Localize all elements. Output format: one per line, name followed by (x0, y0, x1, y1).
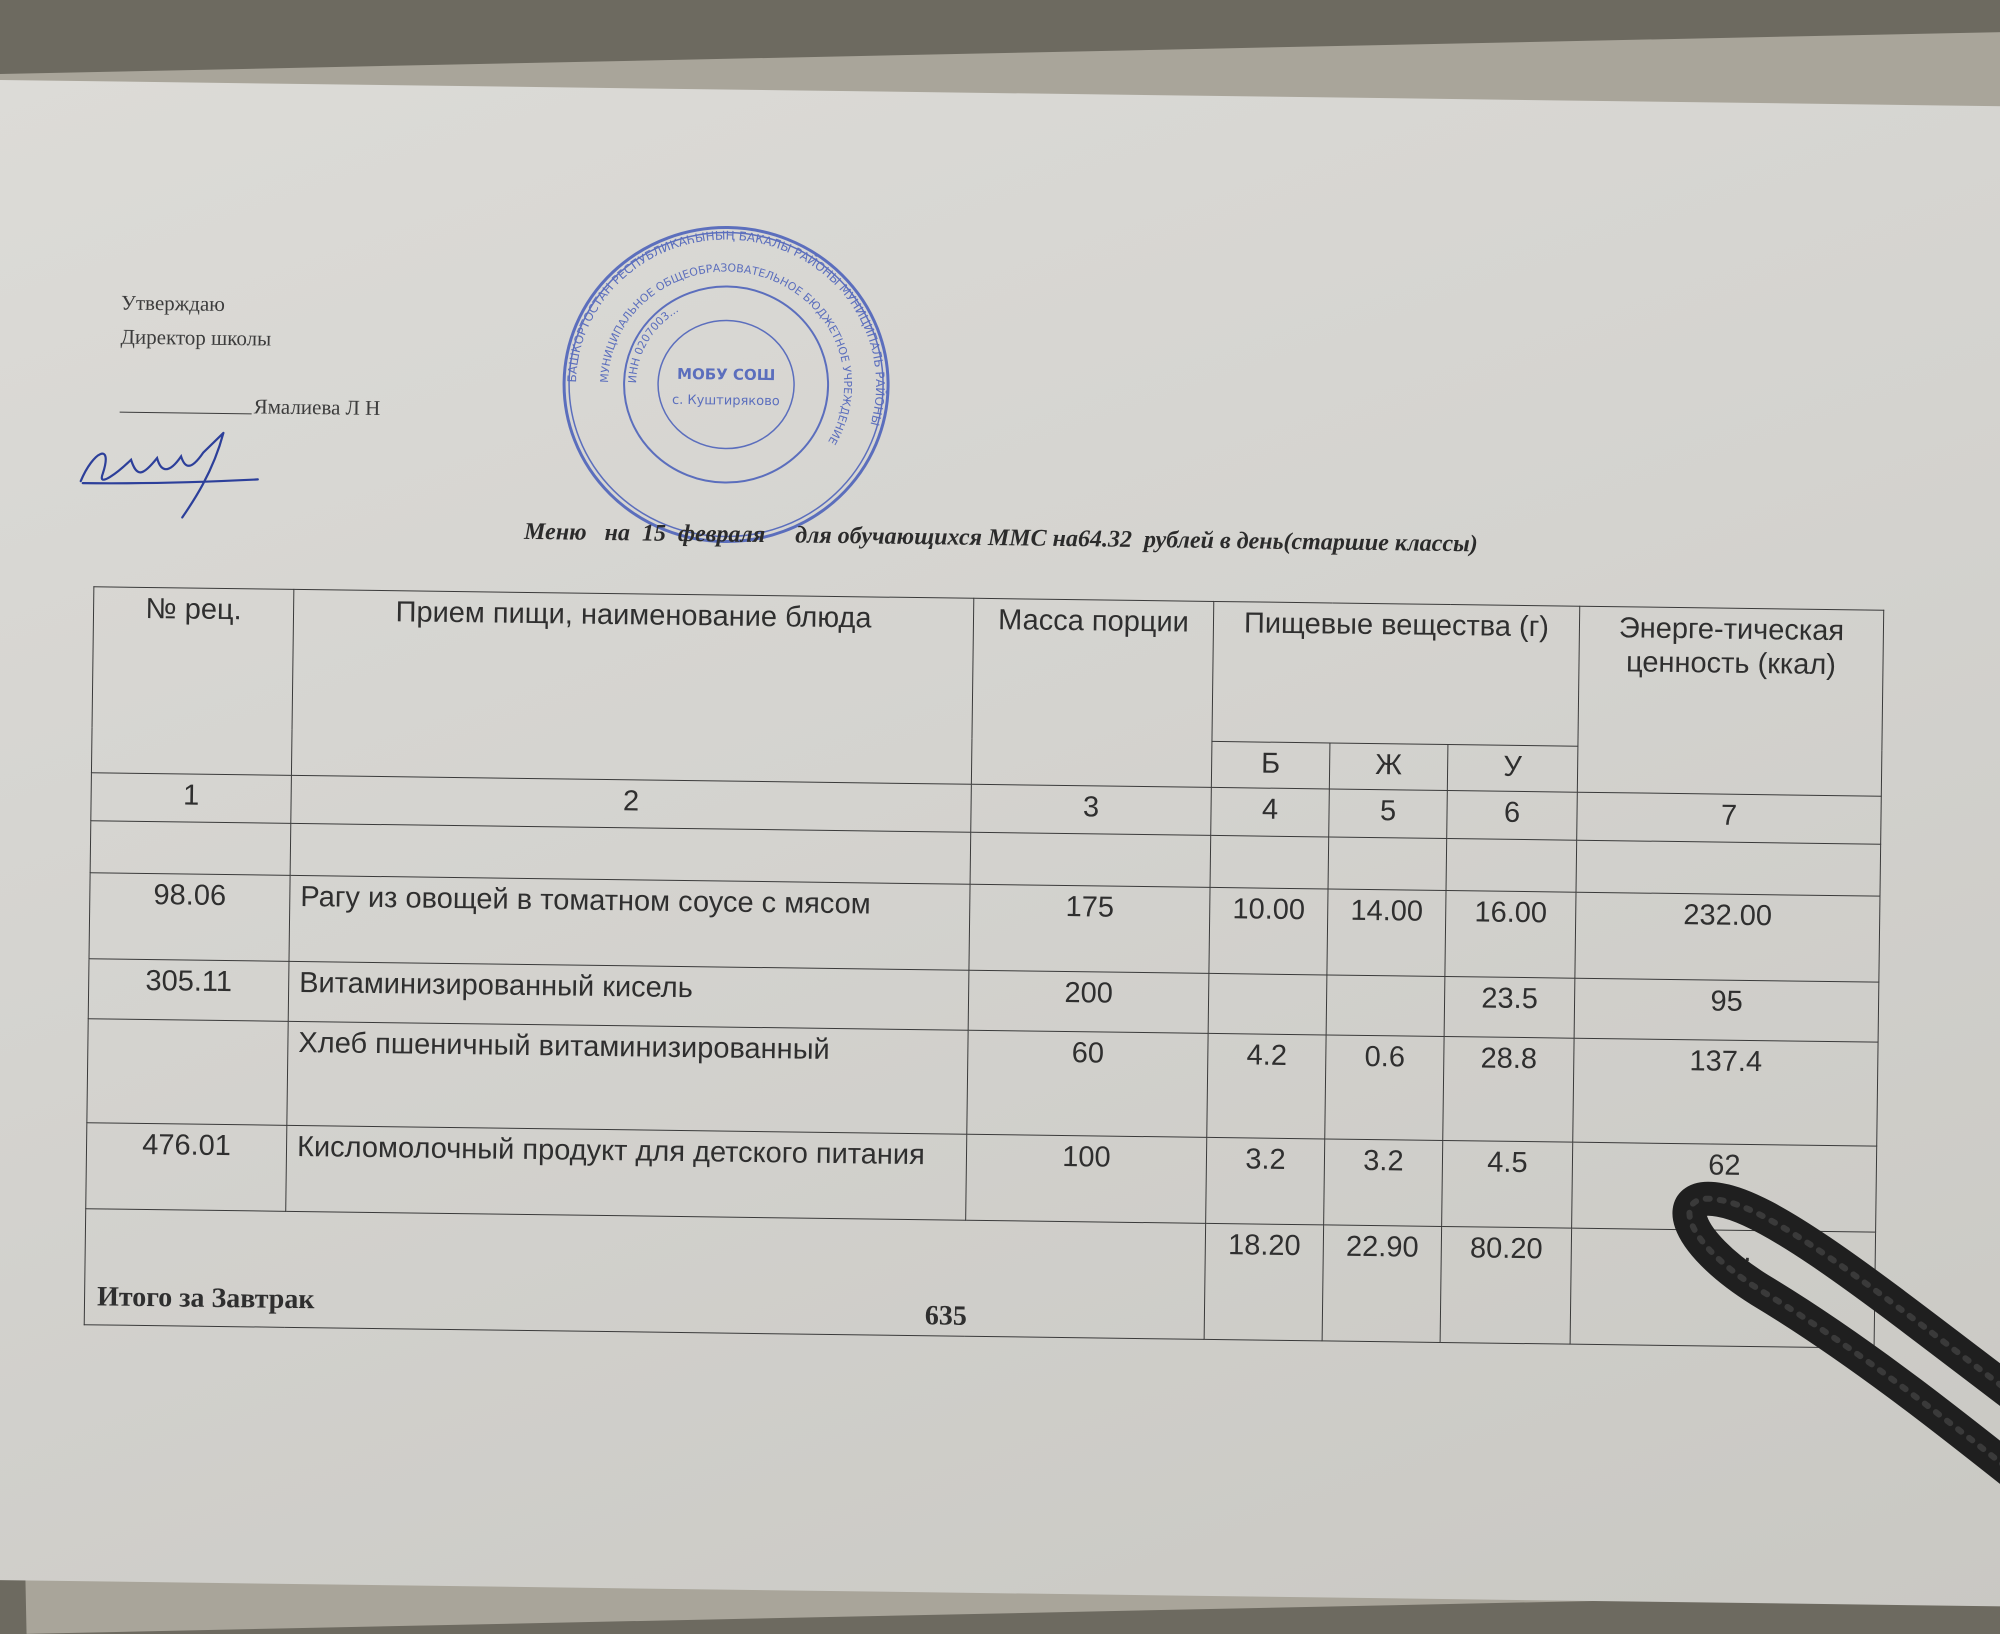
total-proteins: 18.20 (1204, 1223, 1324, 1341)
total-fats: 22.90 (1322, 1225, 1442, 1343)
fats-value: 0.6 (1325, 1035, 1444, 1141)
total-label: Итого за Завтрак (96, 1281, 315, 1316)
svg-text:МУНИЦИПАЛЬНОЕ ОБЩЕОБРАЗОВАТЕЛЬ (597, 260, 856, 447)
column-number: 5 (1329, 789, 1448, 839)
menu-table (84, 586, 1885, 1348)
total-carbs: 80.20 (1440, 1226, 1572, 1344)
energy-value: 137.4 (1573, 1038, 1878, 1146)
column-number: 4 (1211, 787, 1330, 837)
menu-title: Меню на 15 февраля для обучающихся ММС на64.32 рублей в день(старшие классы) (523, 518, 1478, 558)
dish-name: Витаминизированный кисель (288, 961, 969, 1030)
energy-value: 95 (1574, 978, 1879, 1042)
carbs-value: 28.8 (1443, 1036, 1574, 1142)
column-number: 6 (1447, 791, 1578, 841)
proteins-value: 3.2 (1206, 1137, 1325, 1225)
dish-name: Хлеб пшеничный витаминизированный (287, 1021, 968, 1134)
recipe-number: 305.11 (88, 959, 289, 1022)
header-proteins: Б (1211, 741, 1330, 789)
proteins-value: 10.00 (1209, 887, 1328, 975)
header-fats: Ж (1329, 743, 1448, 791)
black-cable-loop (1640, 1180, 2000, 1520)
carbs-value: 23.5 (1444, 976, 1575, 1038)
portion-mass: 60 (967, 1030, 1208, 1137)
portion-mass: 200 (968, 970, 1209, 1033)
total-energy: 60... (1570, 1228, 1875, 1348)
header-row (92, 587, 1884, 750)
approval-block (120, 286, 381, 421)
stamp-org-name: МОБУ СОШ (676, 364, 776, 385)
total-mass: 635 (924, 1300, 968, 1332)
total-row (84, 1209, 1875, 1348)
header-energy: Энерге-тическая ценность (ккал) (1577, 606, 1883, 796)
director-position: Директор школы (120, 324, 272, 351)
column-number: 2 (291, 775, 972, 832)
stamp-outer-text: БАШКОРТОСТАН РЕСПУБЛИКАҺЫНЫҢ БАКАЛЫ РАЙОНЫ МУНИЦИПАЛЬ РАЙОНЫ (565, 228, 888, 428)
portion-mass: 175 (969, 884, 1210, 973)
stamp-village: с. Куштиряково (671, 392, 780, 410)
carbs-value: 16.00 (1445, 890, 1576, 978)
carbs-value: 4.5 (1442, 1140, 1573, 1228)
header-nutrients: Пищевые вещества (г) (1212, 601, 1580, 746)
column-number: 3 (971, 784, 1212, 835)
portion-mass: 100 (966, 1134, 1207, 1223)
header-carbs: У (1447, 745, 1578, 793)
total-label-cell (84, 1209, 1205, 1340)
fats-value (1326, 975, 1445, 1037)
column-number: 1 (91, 773, 292, 824)
proteins-value (1208, 973, 1327, 1035)
dish-name: Кисломолочный продукт для детского питания (286, 1125, 967, 1220)
header-portion-mass: Масса порции (971, 598, 1213, 787)
recipe-number: 476.01 (86, 1123, 287, 1212)
proteins-value: 4.2 (1207, 1033, 1326, 1139)
energy-value: 62 (1572, 1142, 1877, 1232)
fats-value: 3.2 (1324, 1139, 1443, 1227)
director-name: Ямалиева Л Н (253, 394, 381, 421)
official-round-stamp (554, 217, 898, 551)
recipe-number: 98.06 (89, 873, 290, 962)
header-recipe-number: № рец. (91, 587, 293, 776)
header-dish-name: Прием пищи, наименование блюда (291, 589, 973, 784)
handwritten-signature (72, 411, 263, 523)
fats-value: 14.00 (1327, 889, 1446, 977)
energy-value: 232.00 (1575, 892, 1880, 982)
stamp-inn-text: ИНН 0207003... (625, 302, 681, 384)
approve-word: Утверждаю (120, 290, 226, 316)
column-number: 7 (1577, 792, 1882, 844)
recipe-number (87, 1019, 288, 1126)
dish-name: Рагу из овощей в томатном соусе с мясом (289, 875, 970, 970)
stamp-inner-text: МУНИЦИПАЛЬНОЕ ОБЩЕОБРАЗОВАТЕЛЬНОЕ БЮДЖЕТНОЕ УЧРЕЖДЕНИЕ (597, 261, 855, 447)
